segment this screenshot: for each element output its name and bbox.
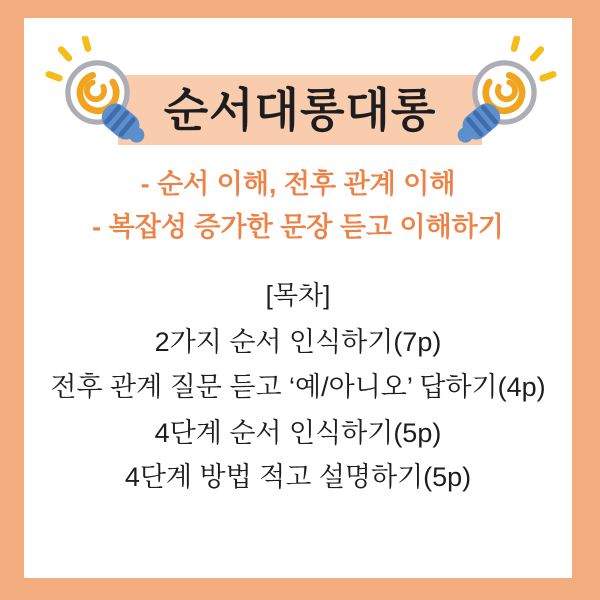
title-banner: [118, 75, 482, 145]
lightbulb-icon: [452, 36, 557, 149]
subtitle-line-1: - 순서 이해, 전후 관계 이해: [140, 168, 456, 199]
toc-item: 4단계 순서 인식하기(5p): [154, 417, 442, 448]
lightbulb-icon: [45, 36, 150, 149]
subtitle-line-2: - 복잡성 증가한 문장 듣고 이해하기: [92, 211, 504, 242]
page-title: 순서대롱대롱: [163, 84, 437, 136]
toc-item: 2가지 순서 인식하기(7p): [154, 326, 442, 357]
toc-item: 4단계 방법 적고 설명하기(5p): [124, 461, 472, 492]
toc-heading: [목차]: [265, 279, 331, 310]
toc-item: 전후 관계 질문 듣고 ‘예/아니오’ 답하기(4p): [50, 371, 546, 402]
